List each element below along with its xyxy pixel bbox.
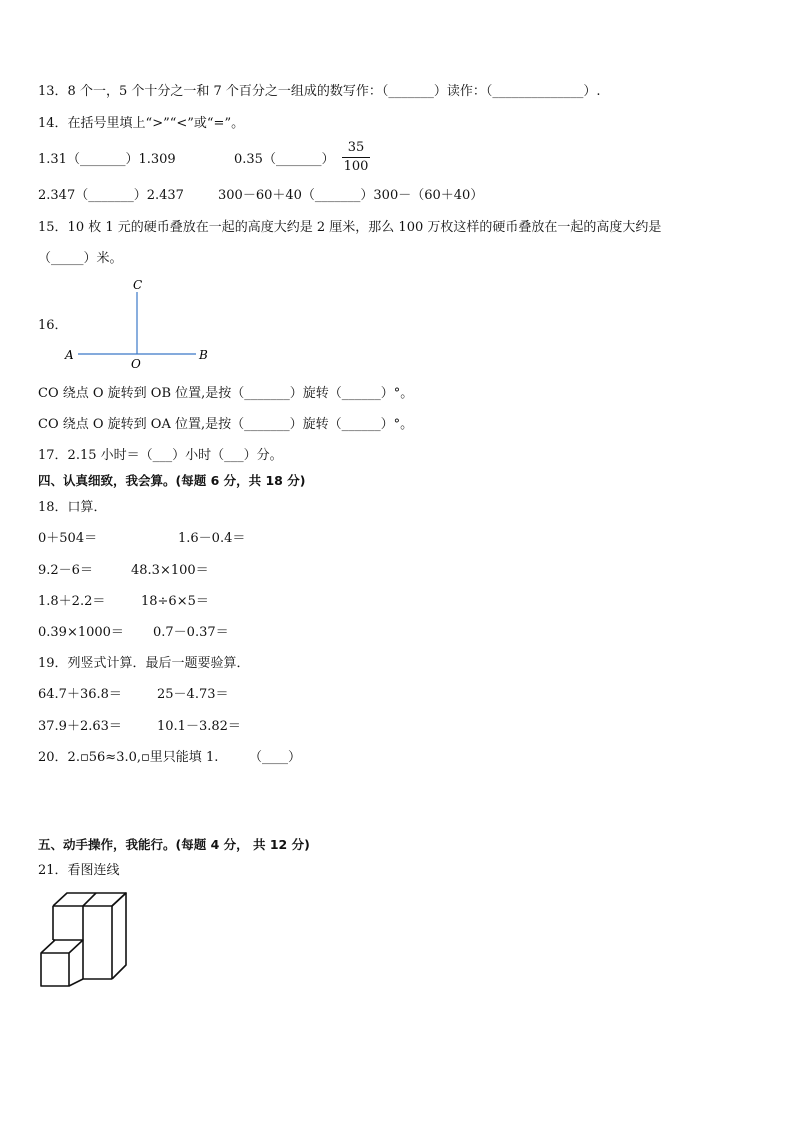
point-b-label: B [199,348,208,362]
question-13: 13．8 个一，5 个十分之一和 7 个百分之一组成的数写作：（_______）读作：（______________）. [38,84,601,99]
question-15-line-2: （_____）米。 [38,251,123,266]
fraction-numerator: 35 [347,140,365,155]
q19-item-2b: 10.1－3.82＝ [157,719,241,734]
q18-item-4a: 0.39×1000＝ [38,625,124,640]
point-a-label: A [65,348,74,362]
question-17: 17．2.15 小时＝（___）小时（___）分。 [38,448,283,463]
question-21: 21．看图连线 [38,863,120,878]
question-18-title: 18．口算． [38,500,107,515]
question-14-item-2: 0.35（_______） [234,152,335,167]
question-15-line-1: 15．10 枚 1 元的硬币叠放在一起的高度大约是 2 厘米，那么 100 万枚这样的硬币叠放在一起的高度大约是 [38,220,662,235]
q19-item-1b: 25－4.73＝ [157,687,229,702]
fraction-bar [342,157,370,158]
question-19-title: 19．列竖式计算．最后一题要验算． [38,656,250,671]
question-14-item-1: 1.31（_______）1.309 [38,152,176,167]
cube-figure [36,890,132,990]
question-14-item-3: 2.347（_______）2.437 [38,188,184,203]
q18-item-1a: 0＋504＝ [38,531,98,546]
fraction-denominator: 100 [343,159,369,174]
q18-item-2a: 9.2－6＝ [38,563,93,578]
question-16-line-1: CO 绕点 O 旋转到 OB 位置,是按（_______）旋转（______）°。 [38,386,414,401]
section-4-heading: 四、认真细致，我会算。(每题 6 分，共 18 分) [38,473,306,488]
fraction-35-100 [342,140,370,175]
q18-item-4b: 0.7－0.37＝ [153,625,229,640]
point-c-label: C [133,278,143,292]
question-16-label: 16． [38,318,68,333]
q18-item-2b: 48.3×100＝ [131,563,209,578]
q18-item-1b: 1.6－0.4＝ [178,531,246,546]
q19-item-1a: 64.7＋36.8＝ [38,687,122,702]
point-o-label: O [131,357,141,371]
question-14-item-4: 300－60＋40（_______）300－（60＋40） [218,188,484,203]
question-14-title: 14．在括号里填上“>”“<”或“=”。 [38,116,245,131]
q18-item-3b: 18÷6×5＝ [141,594,209,609]
q18-item-3a: 1.8＋2.2＝ [38,594,106,609]
question-16-line-2: CO 绕点 O 旋转到 OA 位置,是按（_______）旋转（______）°。 [38,417,414,432]
q19-item-2a: 37.9＋2.63＝ [38,719,122,734]
question-20-answer: （____） [249,750,302,765]
section-5-heading: 五、动手操作，我能行。(每题 4 分， 共 12 分) [38,837,310,852]
angle-diagram [60,276,220,374]
question-20: 20．2.▫56≈3.0,▫里只能填 1. [38,750,219,765]
